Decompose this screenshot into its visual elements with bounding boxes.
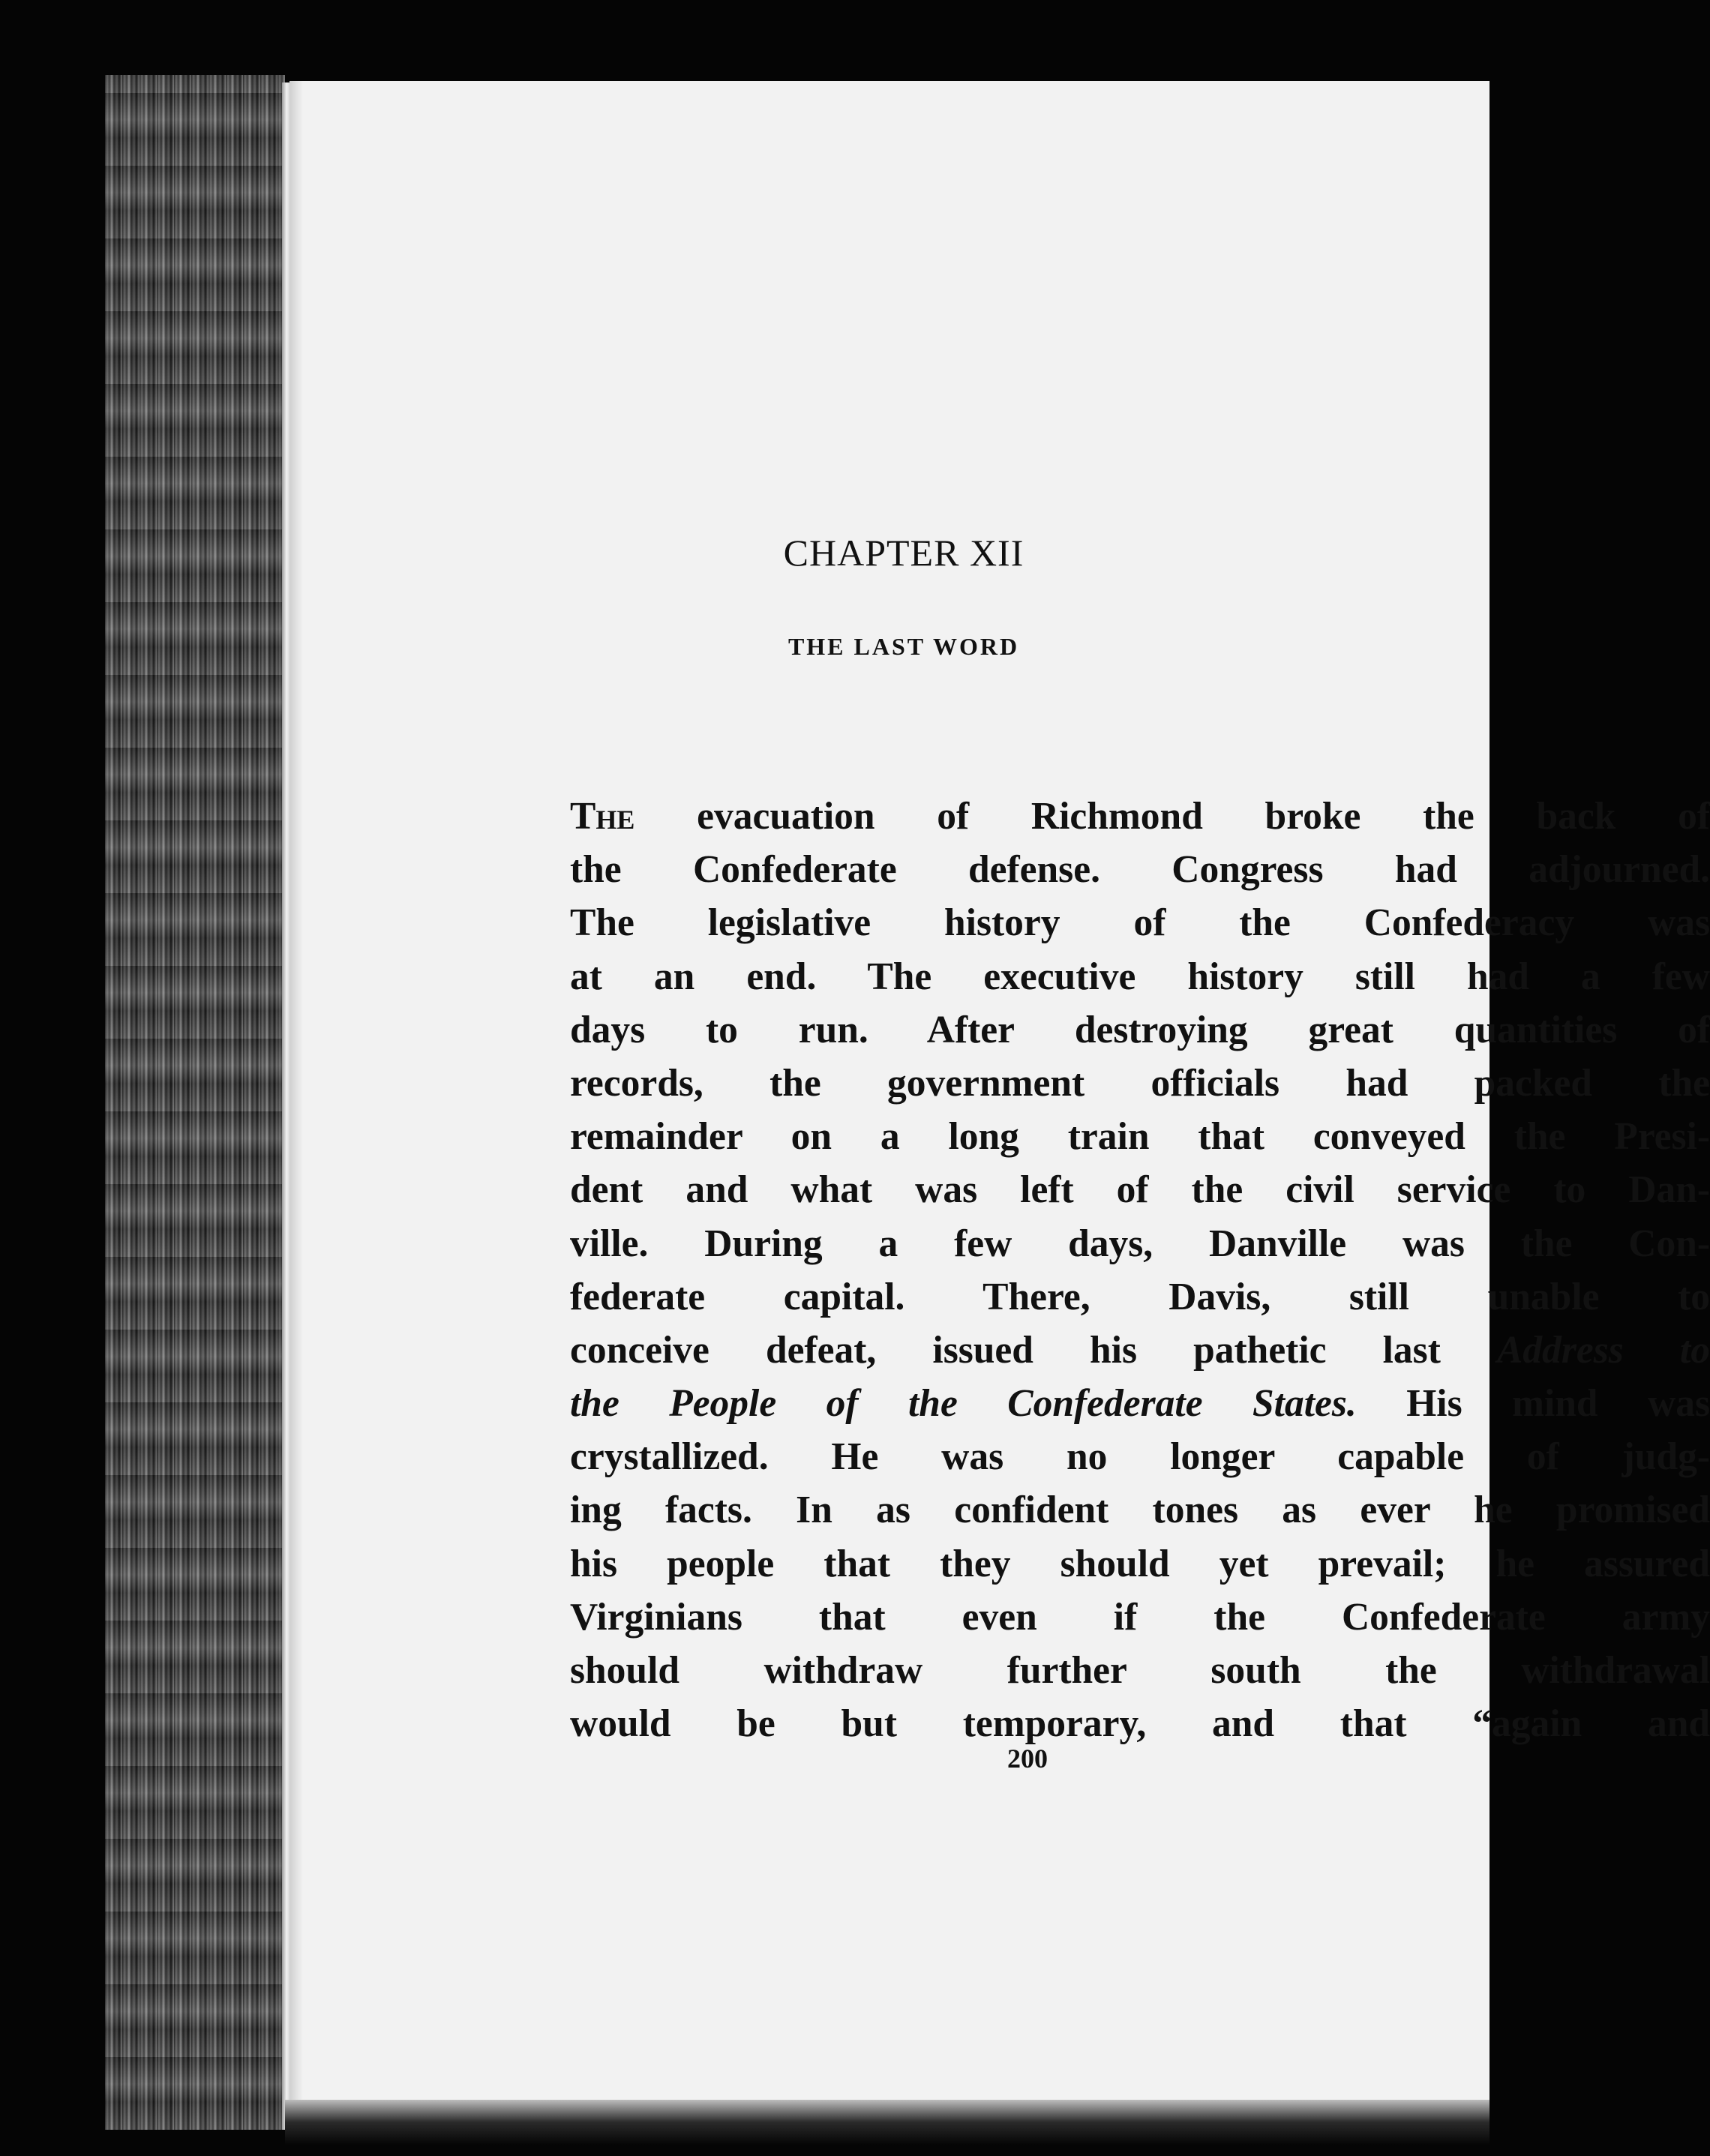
lead-caps: The: [570, 795, 635, 838]
body-line: dent and what was left of the civil service to Dan-: [570, 1168, 1710, 1212]
body-line: his people that they should yet prevail; he assured: [570, 1542, 1710, 1585]
chapter-subheading: THE LAST WORD: [788, 633, 1020, 660]
body-line: ing facts. In as confident tones as ever he promised: [570, 1489, 1710, 1532]
body-paragraph: [570, 790, 1710, 1750]
body-line: the Confederate defense. Congress had adjourned.: [570, 848, 1710, 892]
body-line: [570, 790, 1710, 843]
body-line: The legislative history of the Confederacy was: [570, 901, 1710, 945]
body-line: would be but temporary, and that “again and: [570, 1702, 1710, 1746]
italic-title: the People of the Confederate States.: [570, 1382, 1357, 1426]
chapter-heading: CHAPTER XII: [783, 532, 1024, 574]
body-line: at an end. The executive history still had a few: [570, 955, 1710, 998]
body-line: should withdraw further south the withdrawal: [570, 1649, 1710, 1692]
lead-word: [570, 795, 634, 838]
body-line: Virginians that even if the Confederate army: [570, 1595, 1710, 1639]
body-line: [570, 1324, 1710, 1377]
body-line: crystallized. He was no longer capable of judg-: [570, 1435, 1710, 1479]
body-line-text: conceive defeat, issued his pathetic last: [570, 1328, 1497, 1372]
page-number: 200: [1007, 1744, 1048, 1774]
body-line: federate capital. There, Davis, still unable to: [570, 1275, 1710, 1318]
body-line-text: evacuation of Richmond broke the back of: [634, 795, 1710, 838]
book-page-edges: [105, 75, 285, 2130]
body-line-text: His mind was: [1356, 1382, 1710, 1426]
page-gutter: [282, 82, 290, 2130]
italic-title: Address to: [1496, 1328, 1710, 1372]
book-page: [290, 81, 1710, 2128]
body-line: remainder on a long train that conveyed the Presi-: [570, 1115, 1710, 1159]
body-line: records, the government officials had packed the: [570, 1061, 1710, 1105]
body-line: [570, 1377, 1710, 1430]
page-bottom-shadow: [285, 2100, 1490, 2156]
body-line: ville. During a few days, Danville was the Con-: [570, 1222, 1710, 1265]
body-line: days to run. After destroying great quantities of: [570, 1008, 1710, 1051]
